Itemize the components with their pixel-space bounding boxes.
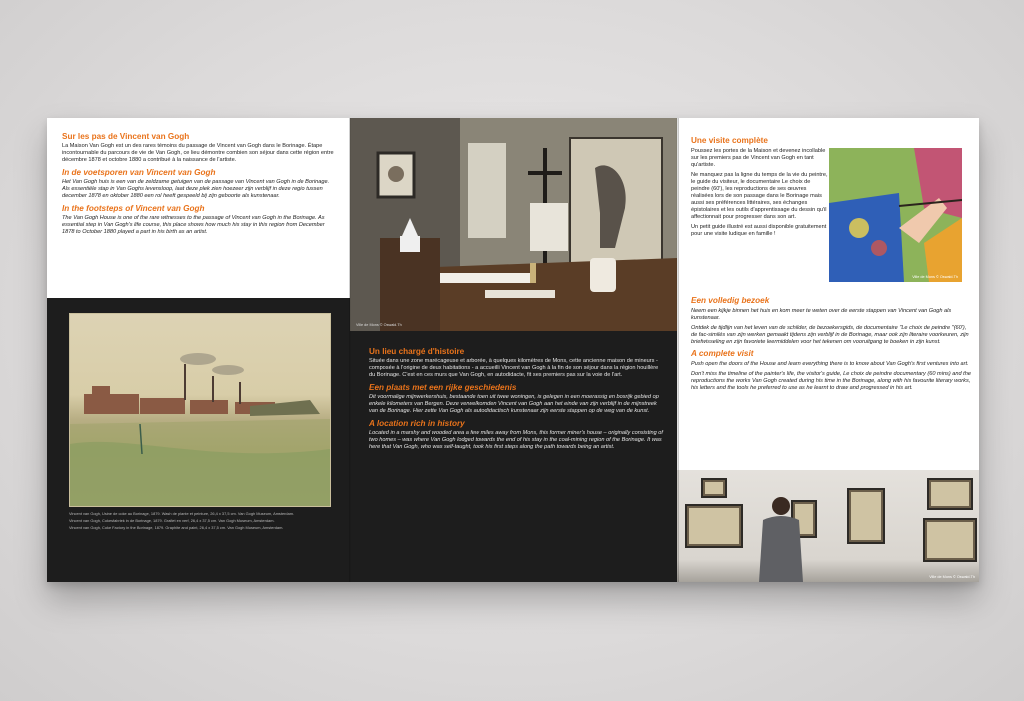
en-paragraph: The Van Gogh House is one of the rare witnesses to the passage of Vincent van Gogh in the Borinage. As essential step in Van Gogh's life course, this place shows how much his stay in this region from December 1878 to October 1880 played a part in his birth as an artist.: [62, 215, 325, 235]
fr-heading: Sur les pas de Vincent van Gogh: [62, 132, 190, 141]
gallery-visitor-photo: [677, 470, 979, 582]
framed-artwork: [701, 478, 727, 498]
panel-middle-text: [369, 347, 665, 455]
fold-line: [349, 118, 351, 582]
fr-paragraph: Poussez les portes de la Maison et devenez incollable sur les premiers pas de Vincent van Gogh en tant qu'artiste.: [691, 148, 826, 168]
panel-left: [47, 118, 350, 582]
panel-right: [677, 118, 979, 582]
nl-paragraph: Neem een kijkje binnen het huis en kom meer te weten over de eerste stappen van Vincent van Gogh als kunstenaar.: [691, 308, 952, 321]
fold-line: [676, 118, 679, 582]
en-heading: A location rich in history: [369, 419, 465, 428]
caption-line: Vincent van Gogh, Usine de coke au Borinage, 1879. Wash de plante et peinture, 26,4 x 37,5 cm. Van Gogh Museum, Amsterdam.: [69, 511, 295, 516]
fr-heading: Une visite complète: [691, 136, 768, 145]
photo-credit: Ville de Mons © Oswald.Th: [912, 275, 958, 279]
en-paragraph: Don't miss the timeline of the painter's life, the visitor's guide, Le choix de peindre documentary (60 mins) and the reproductions the works Van Gogh created during his time in the Borinage, along with his favourite literary works, his letters and the tools he preferred to use as he learnt to draw and progressed in his art.: [691, 371, 971, 391]
framed-artwork: [927, 478, 973, 510]
framed-artwork: [923, 518, 977, 562]
en-paragraph: Push open the doors of the House and learn everything there is to know about Van Gogh's first ventures into art.: [691, 361, 969, 367]
en-paragraph: Located in a marshy and wooded area a few miles away from Mons, this former miner's house – originally consisting of two homes – was where Van Gogh lodged towards the end of his stay in the coal-mining region of the Borinage. It was here that Van Gogh, who was self-taught, took his first steps along the path towards being an artist.: [369, 430, 663, 450]
en-heading: In the footsteps of Vincent van Gogh: [62, 204, 205, 213]
fr-paragraph: Ne manquez pas la ligne du temps de la vie du peintre, le guide du visiteur, le documentaire Le choix de peindre (60'), les reproductions de ses œuvres réalisées lors de son passage dans le Borinage mais aussi ses préférences littéraires, ses échanges épistolaires et les outils d'apprentissage du dessin qu'il affectionnait pour progresser dans son art.: [691, 172, 828, 220]
nl-heading: In de voetsporen van Vincent van Gogh: [62, 168, 216, 177]
panel-right-text-top: [691, 136, 829, 241]
framed-artwork: [685, 504, 743, 548]
en-heading: A complete visit: [691, 349, 754, 358]
interior-photo: [350, 118, 677, 331]
nl-heading: Een volledig bezoek: [691, 296, 770, 305]
fr-heading: Un lieu chargé d'histoire: [369, 347, 465, 356]
visitor-figure: [751, 496, 811, 582]
framed-artwork: [847, 488, 885, 544]
fr-paragraph: Située dans une zone marécageuse et arborée, à quelques kilomètres de Mons, cette ancienne maison de mineurs - composée à l'origine de deux habitations - a accueilli Vincent van Gogh à la fin de son séjour dans la région houillère du Borinage. C'est en ces murs que Van Gogh, en autodidacte, fit ses premiers pas sur la voie de l'art.: [369, 358, 659, 378]
photo-credit: Ville de Mons © Oswald.Th: [929, 575, 975, 579]
caption-line: Vincent van Gogh, Coke Factory in the Borinage, 1879. Graphite and paint, 26,4 x 37,5 cm. Van Gogh Museum, Amsterdam.: [69, 525, 284, 530]
fr-paragraph: La Maison Van Gogh est un des rares témoins du passage de Vincent van Gogh dans le Borinage. Étape incontournable du parcours de vie de Van Gogh, ce lieu démontre combien son séjour dans cette région entre décembre 1878 et octobre 1880 a contribué à la naissance de l'artiste.: [62, 143, 334, 163]
nl-heading: Een plaats met een rijke geschiedenis: [369, 383, 517, 392]
brochure: [47, 118, 979, 582]
painting-caption: [69, 510, 334, 531]
painting-hand-photo: [829, 148, 962, 282]
panel-right-text-bottom: [691, 296, 971, 395]
nl-paragraph: Ontdek de tijdlijn van het leven van de schilder, de bezoekersgids, de documentaire "Le choix de peindre "(60'), de fac-similés van zijn werken gemaakt tijdens zijn verblijf in de Borinage, maar ook zijn literaire voorkeuren, zijn briefwisseling en zijn favoriete leermiddelen voor het tekenen om vooruitgang te boeken in zijn kunst.: [691, 325, 969, 345]
fr-paragraph: Un petit guide illustré est aussi disponible gratuitement pour une visite ludique en famille !: [691, 224, 827, 237]
photo-credit: Ville de Mons © Oswald.Th: [356, 323, 402, 327]
panel-middle: [350, 118, 677, 582]
nl-paragraph: Het Van Gogh huis is een van de zeldzame getuigen van de passage van Vincent van Gogh in de Borinage. Als essentiële stap in Van Goghs levensloop, laat deze plek zien hoezeer zijn verblijf in deze regio tussen december 1878 en oktober 1880 een rol heeft gespeeld bij zijn geboorte als kunstenaar.: [62, 179, 330, 199]
coke-factory-painting: [69, 313, 331, 507]
caption-line: Vincent van Gogh, Cokesfabriek in de Borinage, 1879. Grafiet en verf, 26,4 x 37,5 cm. Van Gogh Museum, Amsterdam.: [69, 518, 275, 523]
panel-left-text: [62, 132, 337, 240]
nl-paragraph: Dit voormalige mijnwerkershuis, bestaande toen uit twee woningen, is gelegen in een moerassig en bosrijk gebied op enkele kilometers van Bergen. Deze verwelkomden Vincent van Gogh aan het einde van zijn verblijf in de mijnstreek van de Borinage. Hier zette Van Gogh als autodidactisch kunstenaar zijn eerste stappen op de weg van de kunst.: [369, 394, 659, 414]
